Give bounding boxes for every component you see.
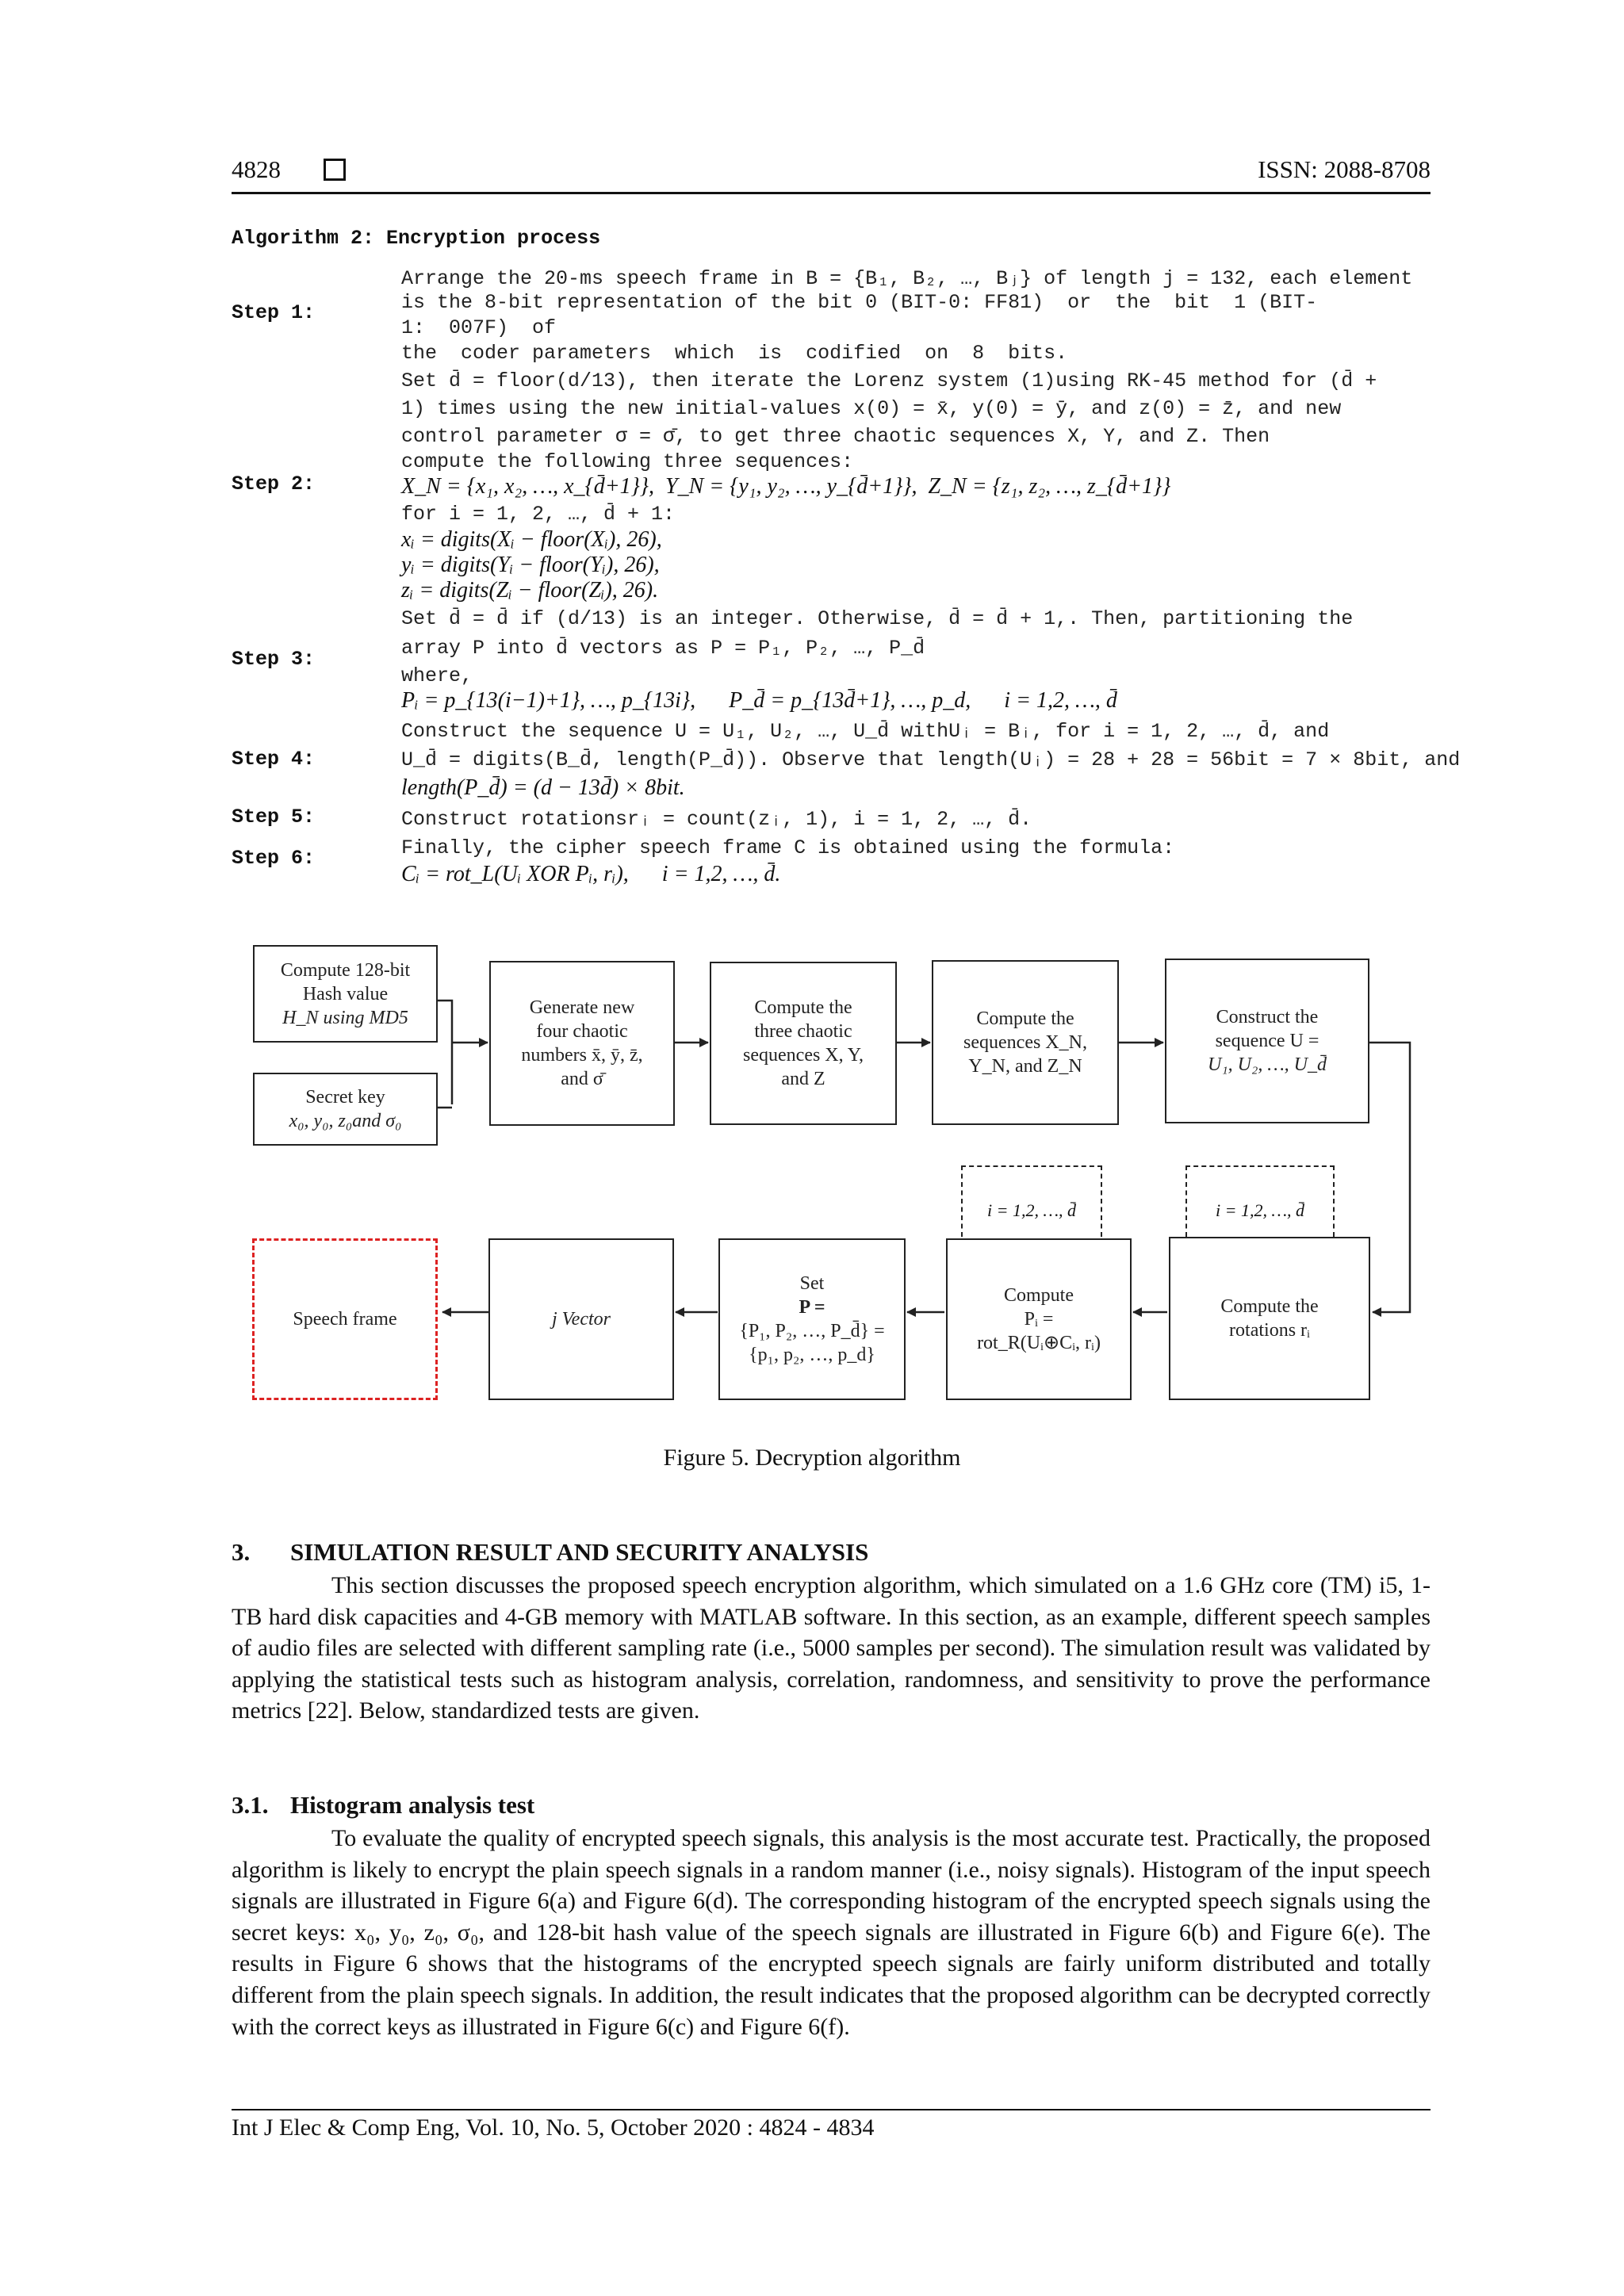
step-2-line: for i = 1, 2, …, d̄ + 1: — [401, 503, 676, 526]
construct-box — [1165, 959, 1369, 1123]
set-p-line: {P₁, P₂, …, P_d̄} = — [739, 1321, 885, 1341]
step-6-line: Cᵢ = rot_L(Uᵢ XOR Pᵢ, rᵢ), i = 1,2, …, d̄. — [401, 862, 781, 886]
footer-rule — [232, 2109, 1431, 2110]
hash-connector — [438, 1001, 452, 1104]
step-3-label: Step 3: — [232, 648, 316, 671]
step-2-line: Set d̄ = floor(d/13), then iterate the Lorenz system (1)using RK-45 method for (d̄ + — [401, 369, 1377, 392]
step-1-line: Arrange the 20-ms speech frame in B = {B₁, B₂, …, Bⱼ} of length j = 132, each element — [401, 267, 1413, 290]
rotations-box — [1169, 1237, 1370, 1400]
gen-box-line: numbers x̄, ȳ, z̄, — [521, 1045, 643, 1066]
key-box-line: Secret key — [305, 1087, 385, 1108]
loop-indicator-1 — [961, 1165, 1102, 1237]
step-6-line: Finally, the cipher speech frame C is obtained using the formula: — [401, 836, 1175, 859]
section-3-number: 3. — [232, 1538, 251, 1566]
seq-box-line: sequences X_N, — [963, 1032, 1087, 1053]
loop-indicator-2 — [1185, 1165, 1335, 1237]
gen-box-line: Generate new — [529, 997, 635, 1018]
step-2-line: compute the following three sequences: — [401, 450, 854, 473]
key-box-line: x₀, y₀, z₀and σ₀ — [289, 1111, 402, 1131]
compute-p-box — [946, 1238, 1132, 1400]
step-2-line: control parameter σ = σ̄, to get three chaotic sequences X, Y, and Z. Then — [401, 425, 1270, 448]
figure-caption: Figure 5. Decryption algorithm — [663, 1445, 961, 1471]
hash-box-line: Compute 128-bit — [280, 959, 411, 981]
sequences-box — [932, 960, 1119, 1125]
step-1-line: the coder parameters which is codified on 8 bits. — [401, 342, 1068, 365]
vector-box-label: j Vector — [552, 1309, 611, 1330]
set-p-line: {p₁, p₂, …, p_d} — [749, 1345, 875, 1365]
gen-box-line: and σ̄ — [561, 1069, 603, 1089]
hash-box — [253, 945, 438, 1043]
chaotic-box-line: Compute the — [754, 997, 852, 1018]
section-3-heading: SIMULATION RESULT AND SECURITY ANALYSIS — [290, 1538, 869, 1566]
step-2-line: xᵢ = digits(Xᵢ − floor(Xᵢ), 26), — [401, 527, 662, 552]
chaotic-box-line: and Z — [781, 1069, 825, 1089]
generate-box — [489, 961, 675, 1126]
step-4-label: Step 4: — [232, 748, 316, 771]
chaotic-box-line: three chaotic — [754, 1021, 852, 1042]
section-31-number: 3.1. — [232, 1791, 269, 1819]
step-4-line: U_d̄ = digits(B_d̄, length(P_d̄)). Observe that length(Uᵢ) = 28 + 28 = 56bit = 7 × 8bit, and — [401, 748, 1461, 771]
chaotic-box — [710, 962, 897, 1125]
step-3-line: array P into d̄ vectors as P = P₁, P₂, …, P_d̄ — [401, 637, 925, 660]
step-2-label: Step 2: — [232, 473, 316, 496]
step-3-line: Pᵢ = p_{13(i−1)+1}, …, p_{13i}, P_d̄ = p_{13d̄+1}, …, p_d, i = 1,2, …, d̄ — [401, 688, 1117, 713]
issn: ISSN: 2088-8708 — [1258, 155, 1431, 183]
vector-box — [488, 1238, 674, 1400]
speech-frame-box — [252, 1238, 438, 1400]
rot-box-line: rotations rᵢ — [1229, 1320, 1310, 1341]
step-6-label: Step 6: — [232, 847, 316, 870]
footer-citation: Int J Elec & Comp Eng, Vol. 10, No. 5, October 2020 : 4824 - 4834 — [232, 2114, 875, 2141]
step-4-line: Construct the sequence U = U₁, U₂, …, U_d̄ withUᵢ = Bᵢ, for i = 1, 2, …, d̄, and — [401, 720, 1330, 743]
construct-box-line: sequence U = — [1215, 1031, 1320, 1051]
rot-box-line: Compute the — [1220, 1296, 1319, 1317]
step-1-line: is the 8-bit representation of the bit 0 (BIT-0: FF81) or the bit 1 (BIT- — [401, 291, 1318, 314]
speech-box-label: Speech frame — [293, 1309, 397, 1330]
step-4-line: length(P_d̄) = (d − 13d̄) × 8bit. — [401, 775, 685, 800]
step-5-line: Construct rotationsrᵢ = count(zᵢ, 1), i = 1, 2, …, d̄. — [401, 808, 1032, 831]
hash-box-line: Hash value — [302, 983, 389, 1004]
chaotic-box-line: sequences X, Y, — [743, 1045, 864, 1066]
section-31-paragraph: To evaluate the quality of encrypted speech signals, this analysis is the most accurate test. Practically, the proposed algorithm is likely to encrypt the plain speech signals in a random manner (i.e., noisy signals). Histogram of the input speech signals are illustrated in Figure 6(a) and Figure 6(d). The corresponding histogram of the encrypted speech signals using the secret keys: x₀, y₀, z₀, σ₀, and 128-bit hash value of the speech signals are illustrated in Figure 6(b) and Figure 6(e). The results in Figure 6 shows that the histograms of the encrypted speech signals are fairly uniform distributed and totally different from the plain speech signals. In addition, the result indicates that the proposed algorithm can be decrypted correctly with the correct keys as illustrated in Figure 6(c) and Figure 6(f). — [232, 1825, 1431, 2040]
step-2-line: yᵢ = digits(Yᵢ − floor(Yᵢ), 26), — [401, 553, 660, 577]
compute-p-line: rot_R(Uᵢ⊕Cᵢ, rᵢ) — [977, 1333, 1101, 1353]
compute-p-line: Pᵢ = — [1024, 1309, 1054, 1330]
set-p-line: P = — [799, 1297, 825, 1318]
step-2-line: X_N = {x₁, x₂, …, x_{d̄+1}}, Y_N = {y₁, y₂, …, y_{d̄+1}}, Z_N = {z₁, z₂, …, z_{d̄+1}} — [401, 474, 1171, 499]
set-p-line: Set — [799, 1273, 825, 1294]
loop-1-label: i = 1,2, …, d̄ — [986, 1200, 1077, 1220]
seq-box-line: Compute the — [976, 1008, 1074, 1029]
page-number: 4828 — [232, 155, 281, 183]
seq-box-line: Y_N, and Z_N — [968, 1056, 1082, 1077]
step-2-line: zᵢ = digits(Zᵢ − floor(Zᵢ), 26). — [401, 578, 659, 603]
step-1-label: Step 1: — [232, 301, 316, 324]
secret-key-box — [253, 1073, 438, 1146]
construct-box-line: U₁, U₂, …, U_d̄ — [1207, 1054, 1327, 1075]
section-3-paragraph: This section discusses the proposed speech encryption algorithm, which simulated on a 1.6 GHz core (TM) i5, 1-TB hard disk capacities and 4-GB memory with MATLAB software. In this section, as an example, different speech samples of audio files are selected with different sampling rate (i.e., 5000 samples per second). The simulation result was validated by applying the statistical tests such as histogram analysis, correlation, randomness, and sensitivity to prove the performance metrics [22]. Below, standardized tests are given. — [232, 1572, 1431, 1724]
loop-2-label: i = 1,2, …, d̄ — [1215, 1200, 1305, 1220]
algorithm-title: Algorithm 2: Encryption process — [232, 227, 601, 250]
step-1-line: 1: 007F) of — [401, 316, 557, 339]
set-p-box — [718, 1238, 906, 1400]
section-31-heading: Histogram analysis test — [290, 1791, 535, 1819]
construct-box-line: Construct the — [1216, 1007, 1319, 1027]
step-3-line: Set d̄ = d̄ if (d/13) is an integer. Otherwise, d̄ = d̄ + 1,. Then, partitioning the — [401, 607, 1354, 630]
construct-down-arrow — [1369, 1043, 1410, 1312]
step-2-line: 1) times using the new initial-values x(0) = x̄, y(0) = ȳ, and z(0) = z̄, and new — [401, 397, 1342, 420]
step-5-label: Step 5: — [232, 806, 316, 828]
hash-box-line: H_N using MD5 — [282, 1007, 408, 1028]
step-3-line: where, — [401, 664, 473, 687]
compute-p-line: Compute — [1004, 1285, 1074, 1306]
gen-box-line: four chaotic — [536, 1021, 628, 1042]
